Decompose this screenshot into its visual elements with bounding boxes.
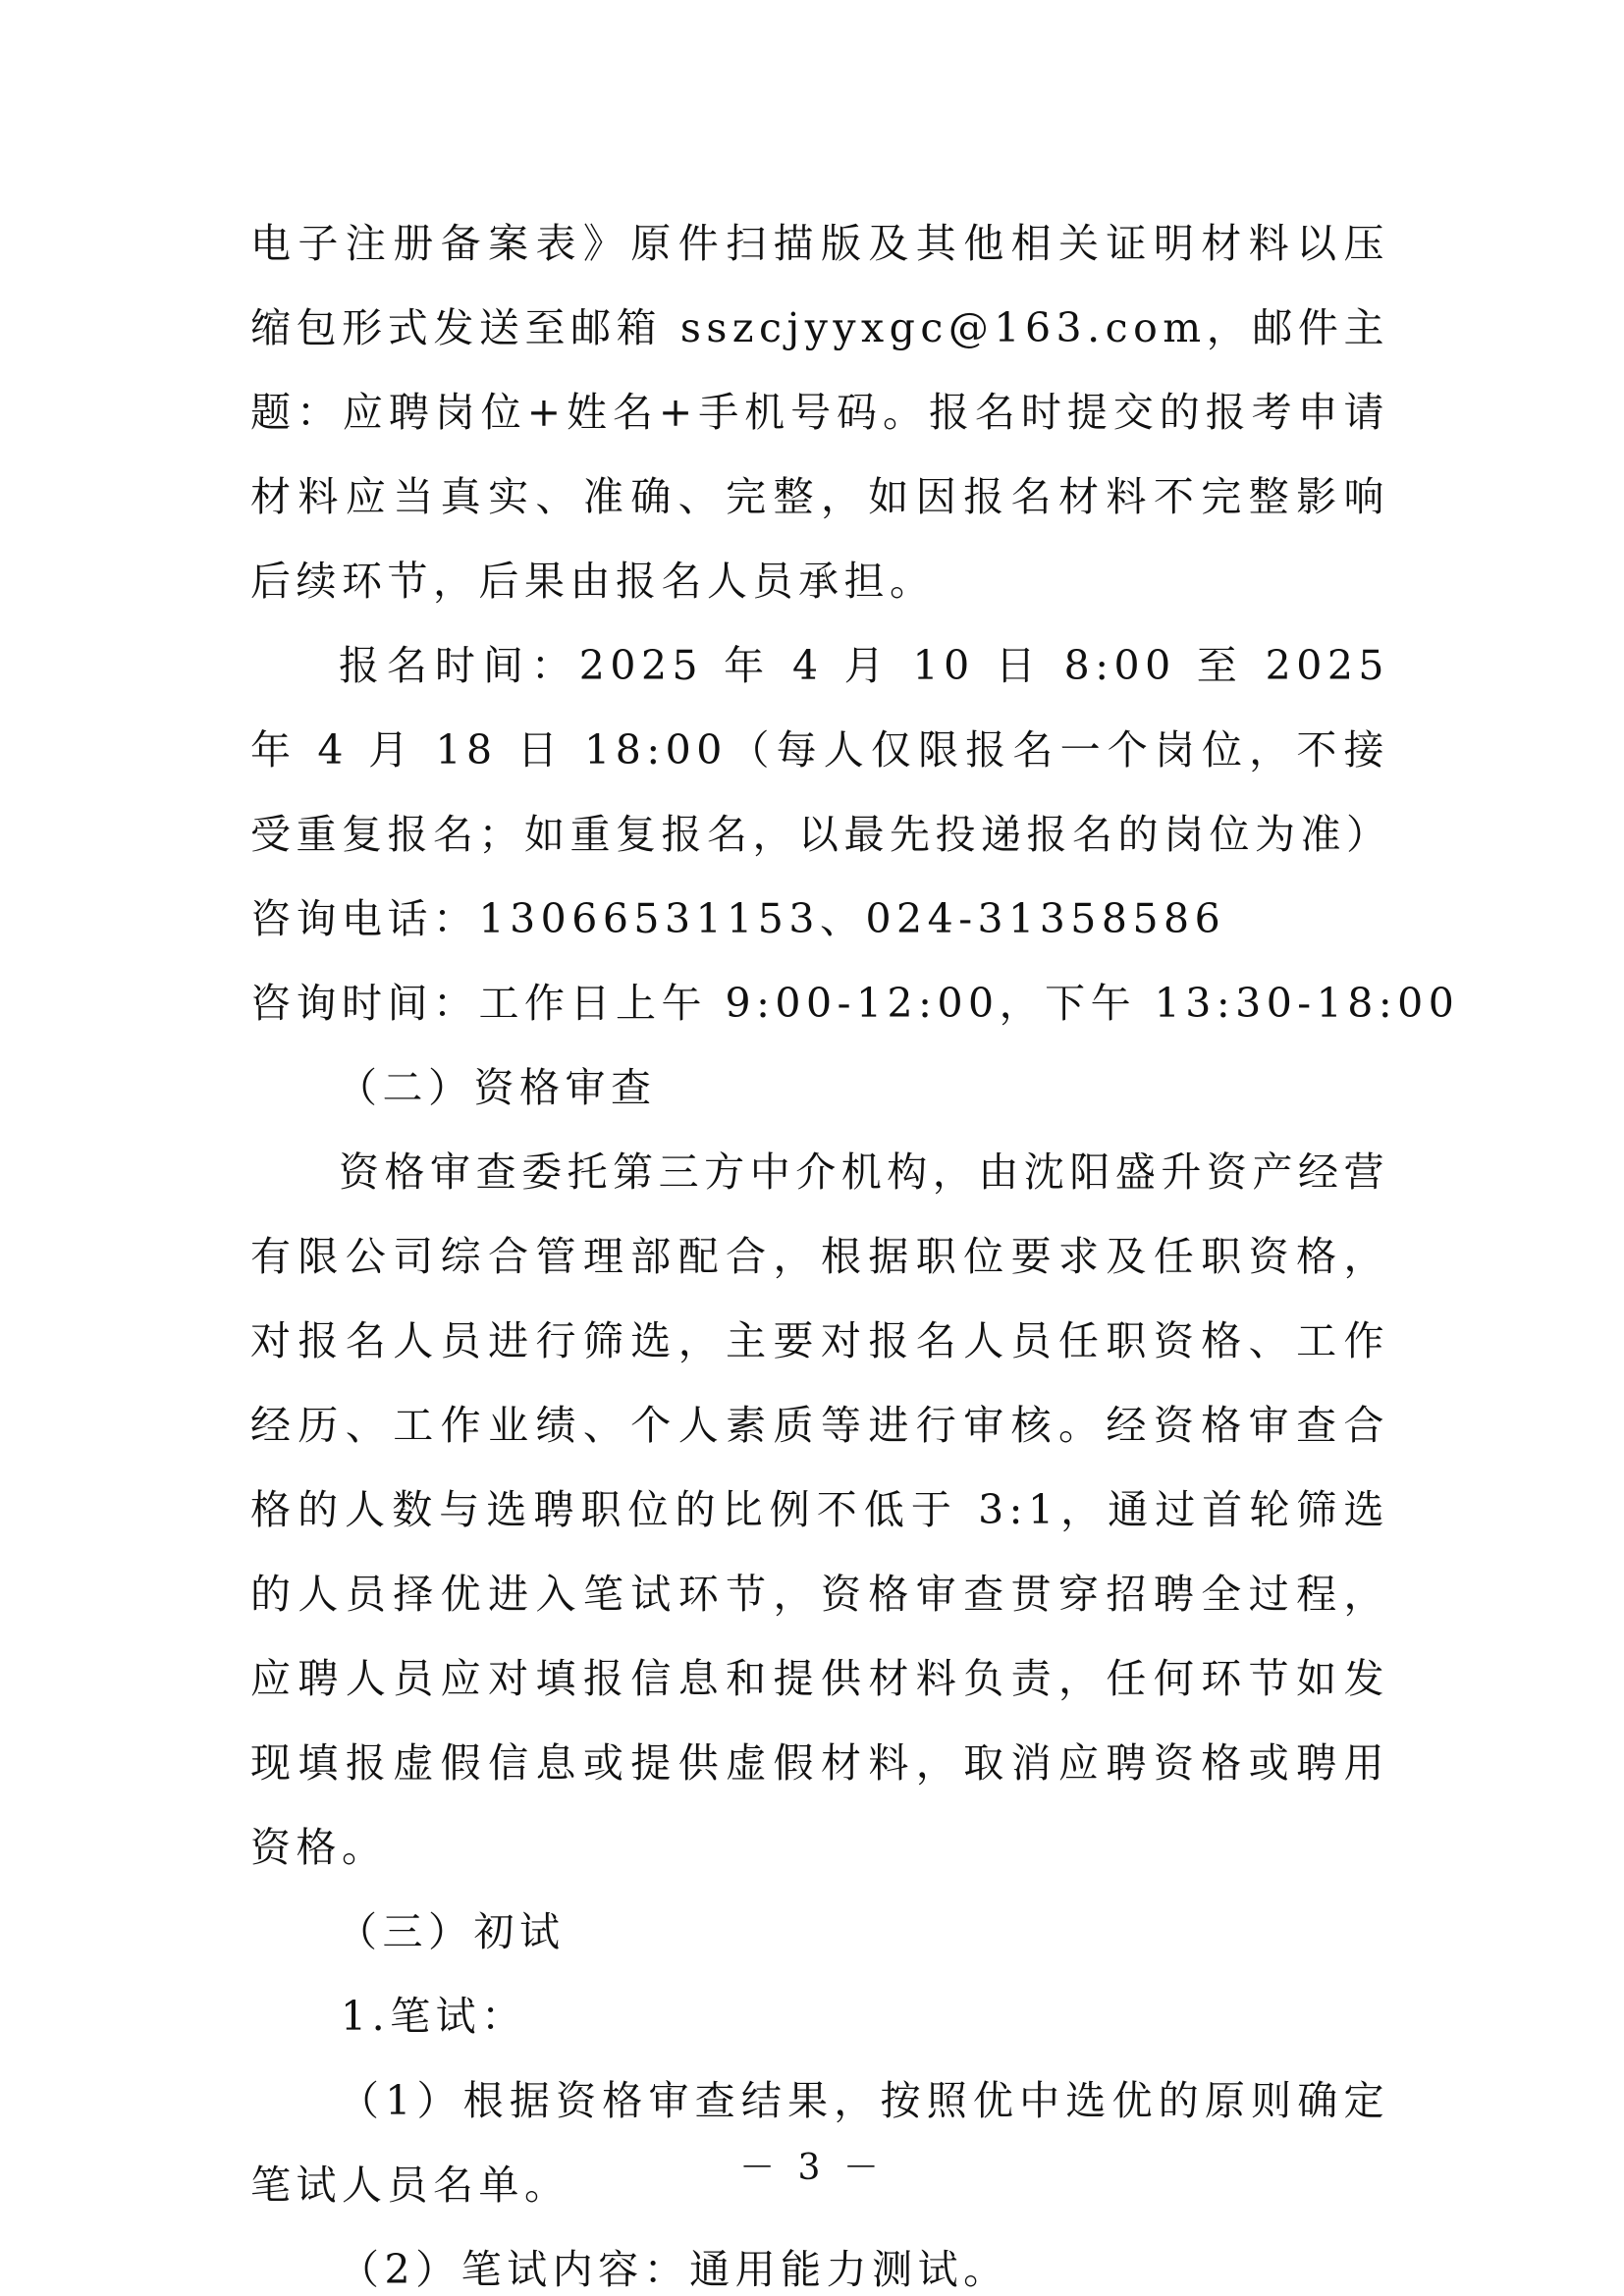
paragraph-written-test-content: （2）笔试内容：通用能力测试。 (339, 2246, 1009, 2293)
paragraph-consult-phone: 咨询电话：13066531153、024-31358586 (250, 895, 1226, 942)
page-number: － 3 － (739, 2148, 885, 2188)
paragraph-registration-time: 报名时间：2025 年 4 月 10 日 8:00 至 2025 年 4 月 18 日 18:00（每人仅限报名一个岗位，不接受重复报名；如重复报名，以最先投递报名的岗位为准） (250, 642, 1392, 858)
paragraph-qualification-review: 资格审查委托第三方中介机构，由沈阳盛升资产经营有限公司综合管理部配合，根据职位要求及任职资格，对报名人员进行筛选，主要对报名人员任职资格、工作经历、工作业绩、个人素质等进行审核。经资格审查合格的人数与选聘职位的比例不低于 3:1，通过首轮筛选的人员择优进入笔试环节，资格审查贯穿招聘全过程，应聘人员应对填报信息和提供材料负责，任何环节如发现填报虚假信息或提供虚假材料，取消应聘资格或聘用资格。 (250, 1148, 1389, 1871)
section-heading-preliminary-test: （三）初试 (337, 1908, 566, 1955)
paragraph-submission-instructions: 电子注册备案表》原件扫描版及其他相关证明材料以压缩包形式发送至邮箱 sszcjyyxgc@163.com，邮件主题：应聘岗位+姓名+手机号码。报名时提交的报考申请材料应当真实、准确、完整，如因报名材料不完整影响后续环节，后果由报名人员承担。 (250, 220, 1389, 605)
document-body (250, 201, 1460, 2296)
section-heading-qualification-review: （二）资格审查 (337, 1064, 657, 1111)
paragraph-consult-hours: 咨询时间：工作日上午 9:00-12:00，下午 13:30-18:00 (250, 980, 1460, 1027)
subheading-written-test: 1.笔试： (341, 1993, 527, 2040)
paragraph-written-test-list: （1）根据资格审查结果，按照优中选优的原则确定笔试人员名单。 (250, 2077, 1389, 2209)
